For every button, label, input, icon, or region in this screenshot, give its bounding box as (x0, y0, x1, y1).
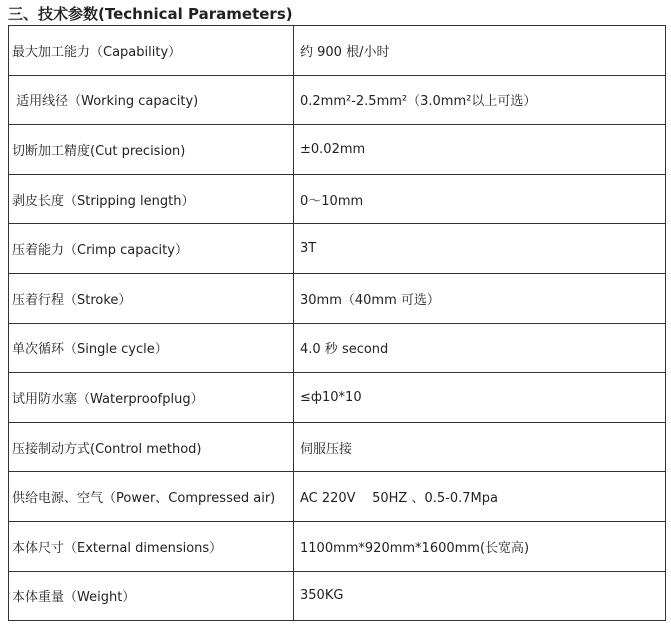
table-row (9, 323, 666, 373)
parameter-label: 压接制动方式(Control method) (9, 422, 294, 472)
table-row (9, 224, 666, 274)
parameter-value: 4.0 秒 second (294, 323, 666, 373)
table-row (9, 571, 666, 621)
section-title: 三、技术参数(Technical Parameters) (8, 5, 293, 23)
parameter-label: 切断加工精度(Cut precision) (9, 125, 294, 175)
table-row (9, 521, 666, 571)
parameter-value: 350KG (294, 571, 666, 621)
parameter-value: 30mm（40mm 可选） (294, 273, 666, 323)
parameter-value: 3T (294, 224, 666, 274)
table-row (9, 75, 666, 125)
table-row (9, 26, 666, 76)
parameter-label: 本体重量（Weight） (9, 571, 294, 621)
parameter-label: 压着行程（Stroke） (9, 273, 294, 323)
parameter-label: 供给电源、空气（Power、Compressed air) (9, 472, 294, 522)
table-row (9, 422, 666, 472)
parameter-value: ±0.02mm (294, 125, 666, 175)
parameter-label: 适用线径（Working capacity) (9, 75, 294, 125)
table-row (9, 174, 666, 224)
technical-parameters-table (8, 25, 666, 621)
parameter-label: 试用防水塞（Waterproofplug） (9, 373, 294, 423)
parameter-value: 伺服压接 (294, 422, 666, 472)
parameter-value: ≤ф10*10 (294, 373, 666, 423)
parameter-label: 压着能力（Crimp capacity） (9, 224, 294, 274)
table-row (9, 373, 666, 423)
parameter-label: 单次循环（Single cycle） (9, 323, 294, 373)
parameter-value: 0.2mm²-2.5mm²（3.0mm²以上可选） (294, 75, 666, 125)
parameter-value: AC 220V 50HZ 、0.5-0.7Mpa (294, 472, 666, 522)
table-row (9, 273, 666, 323)
parameter-value: 约 900 根/小时 (294, 26, 666, 76)
table-row (9, 472, 666, 522)
parameter-label: 本体尺寸（External dimensions） (9, 521, 294, 571)
parameter-value: 0～10mm (294, 174, 666, 224)
parameter-label: 剥皮长度（Stripping length） (9, 174, 294, 224)
parameter-label: 最大加工能力（Capability） (9, 26, 294, 76)
table-row (9, 125, 666, 175)
parameter-value: 1100mm*920mm*1600mm(长宽高) (294, 521, 666, 571)
